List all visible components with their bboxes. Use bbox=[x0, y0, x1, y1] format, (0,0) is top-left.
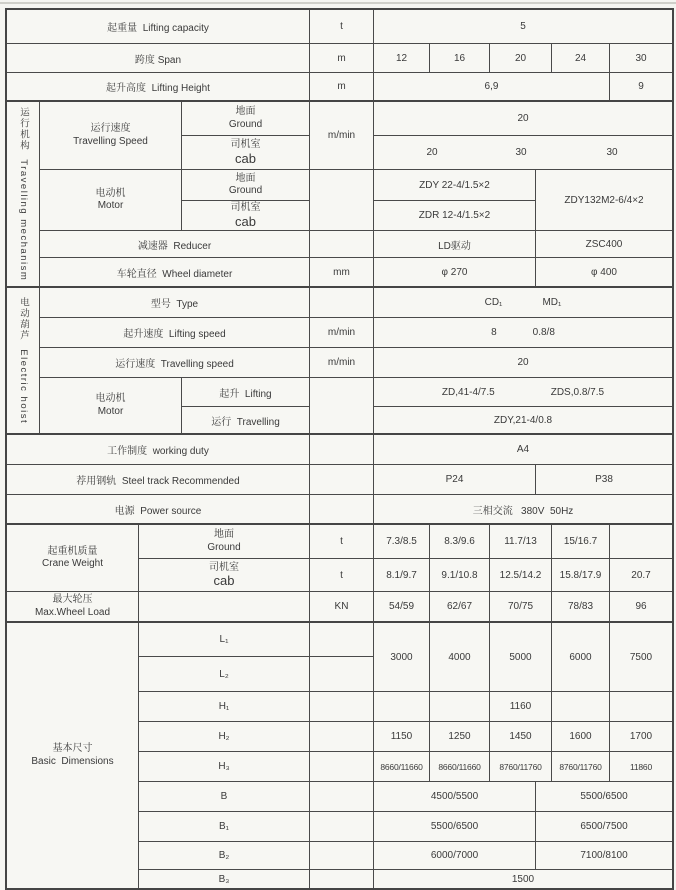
crane-weight-cab-value: 8.1/9.7 bbox=[374, 559, 430, 592]
working-duty-unit-empty bbox=[310, 435, 374, 465]
dim-h3-value: 11860 bbox=[610, 752, 672, 782]
crane-weight-cab-value: 9.1/10.8 bbox=[430, 559, 490, 592]
wheel-load-value: 78/83 bbox=[552, 592, 610, 623]
hoist-motor-lift-sublabel: 起升 Lifting bbox=[182, 378, 310, 407]
motor-lift-a: ZD,41-4/7.5 bbox=[441, 386, 495, 398]
label-zh: 司机室 bbox=[209, 561, 239, 573]
crane-weight-unit: t bbox=[310, 525, 374, 559]
dim-unit-empty bbox=[310, 722, 374, 752]
label-en: Crane Weight bbox=[42, 558, 103, 569]
label-en: Basic Dimensions bbox=[31, 755, 114, 767]
dim-h1-value bbox=[374, 692, 430, 722]
cab-sublabel bbox=[182, 201, 310, 231]
dim-unit-empty bbox=[310, 870, 374, 888]
hoist-section-label: 电动葫芦 Electric hoist bbox=[7, 288, 40, 435]
wheel-diameter-label: 车轮直径 Wheel diameter bbox=[40, 258, 310, 288]
label-zh: 运行速度 bbox=[90, 123, 131, 134]
span-label: 跨度 Span bbox=[7, 44, 310, 73]
lift-a: 8 bbox=[491, 327, 497, 338]
wheel-load-unit: KN bbox=[310, 592, 374, 623]
hoist-lift-speed-unit: m/min bbox=[310, 318, 374, 348]
dim-h3-value: 8760/11760 bbox=[552, 752, 610, 782]
mech-motor-label bbox=[40, 170, 182, 231]
power-source-value: 三相交流 380V 50Hz bbox=[374, 495, 672, 525]
span-value: 20 bbox=[490, 44, 552, 73]
mechanism-section-label: 运行机构 Travelling mechanism bbox=[7, 102, 40, 288]
crane-weight-cab-value: 12.5/14.2 bbox=[490, 559, 552, 592]
hoist-type-value bbox=[374, 288, 672, 318]
dim-unit-empty bbox=[310, 692, 374, 722]
dim-unit-empty bbox=[310, 623, 374, 657]
ground-sublabel bbox=[182, 102, 310, 136]
label-en: Motor bbox=[97, 200, 124, 211]
label-zh: 最大轮压 bbox=[52, 594, 93, 605]
label-en: Ground bbox=[228, 185, 263, 196]
hoist-motor-travel-value: ZDY,21-4/0.8 bbox=[374, 407, 672, 435]
dim-h2-value: 1700 bbox=[610, 722, 672, 752]
dim-b2-right-value: 7100/8100 bbox=[536, 842, 672, 870]
hoist-motor-label bbox=[40, 378, 182, 435]
crane-weight-ground-value bbox=[610, 525, 672, 559]
span-value: 30 bbox=[610, 44, 672, 73]
dim-l-value: 5000 bbox=[490, 623, 552, 692]
label-en: Motor bbox=[97, 405, 124, 417]
dim-h1-value bbox=[610, 692, 672, 722]
reducer-right-value: ZSC400 bbox=[536, 231, 672, 258]
travel-speed-label bbox=[40, 102, 182, 170]
dim-unit-empty bbox=[310, 752, 374, 782]
steel-track-label: 荐用钢轨 Steel track Recommended bbox=[7, 465, 310, 495]
lift-b: 0.8/8 bbox=[532, 327, 555, 338]
label-zh: 地面 bbox=[214, 529, 234, 540]
dim-l-value: 7500 bbox=[610, 623, 672, 692]
reducer-unit-empty bbox=[310, 231, 374, 258]
cab-sublabel bbox=[139, 559, 310, 592]
hoist-motor-lift-value bbox=[374, 378, 672, 407]
height-value-last: 9 bbox=[610, 73, 672, 102]
travel-speed-ground-value: 20 bbox=[374, 102, 672, 136]
dim-b2-sublabel: B₂ bbox=[139, 842, 310, 870]
hoist-travel-speed-unit: m/min bbox=[310, 348, 374, 378]
reducer-label: 减速器 Reducer bbox=[40, 231, 310, 258]
label-zh: 司机室 bbox=[230, 139, 261, 151]
height-value-main: 6,9 bbox=[374, 73, 610, 102]
dim-h1-value bbox=[430, 692, 490, 722]
label-zh: 起重机质量 bbox=[47, 545, 98, 557]
mech-motor-ground-value: ZDY 22-4/1.5×2 bbox=[374, 170, 536, 201]
steel-track-right-value: P38 bbox=[536, 465, 672, 495]
type-b: MD₁ bbox=[542, 297, 562, 308]
type-a: CD₁ bbox=[484, 297, 503, 308]
dim-b1-right-value: 6500/7500 bbox=[536, 812, 672, 842]
hoist-travel-speed-label: 运行速度 Travelling speed bbox=[40, 348, 310, 378]
dim-unit-empty bbox=[310, 842, 374, 870]
wheel-diameter-unit: mm bbox=[310, 258, 374, 288]
dimensions-label bbox=[7, 623, 139, 888]
capacity-unit: t bbox=[310, 10, 374, 44]
span-unit: m bbox=[310, 44, 374, 73]
dim-l2-sublabel: L₂ bbox=[139, 657, 310, 692]
dim-unit-empty bbox=[310, 812, 374, 842]
dim-l1-sublabel: L₁ bbox=[139, 623, 310, 657]
dim-h1-value: 1160 bbox=[490, 692, 552, 722]
crane-weight-label bbox=[7, 525, 139, 592]
hoist-type-label: 型号 Type bbox=[40, 288, 310, 318]
label-en: Ground bbox=[228, 118, 263, 130]
dim-h3-sublabel: H₃ bbox=[139, 752, 310, 782]
dim-l-value: 6000 bbox=[552, 623, 610, 692]
wheel-load-value: 96 bbox=[610, 592, 672, 623]
crane-weight-ground-value: 11.7/13 bbox=[490, 525, 552, 559]
ground-sublabel bbox=[139, 525, 310, 559]
cab-sublabel bbox=[182, 136, 310, 170]
wheel-load-sublabel-empty bbox=[139, 592, 310, 623]
capacity-label: 起重量 Lifting capacity bbox=[7, 10, 310, 44]
wheel-load-value: 62/67 bbox=[430, 592, 490, 623]
label-en: cab bbox=[213, 573, 235, 589]
power-source-label: 电源 Power source bbox=[7, 495, 310, 525]
hoist-travel-speed-value: 20 bbox=[374, 348, 672, 378]
dim-h3-value: 8760/11760 bbox=[490, 752, 552, 782]
hoist-lift-speed-value bbox=[374, 318, 672, 348]
label-zh: 电动机 bbox=[95, 393, 126, 404]
span-value: 16 bbox=[430, 44, 490, 73]
dim-b-sublabel: B bbox=[139, 782, 310, 812]
working-duty-value: A4 bbox=[374, 435, 672, 465]
dim-unit-empty bbox=[310, 657, 374, 692]
crane-weight-ground-value: 15/16.7 bbox=[552, 525, 610, 559]
mech-motor-unit-empty bbox=[310, 170, 374, 231]
dim-unit-empty bbox=[310, 782, 374, 812]
ground-sublabel bbox=[182, 170, 310, 201]
label-zh: 地面 bbox=[235, 106, 256, 117]
wheel-diameter-left-value: φ 270 bbox=[374, 258, 536, 288]
travel-speed-cab-value: 20 bbox=[374, 136, 490, 170]
label-en: Max.Wheel Load bbox=[34, 606, 111, 618]
dim-l-value: 4000 bbox=[430, 623, 490, 692]
label-en: cab bbox=[235, 213, 256, 229]
dim-l-value: 3000 bbox=[374, 623, 430, 692]
label-en: cab bbox=[235, 150, 256, 166]
dim-h2-value: 1450 bbox=[490, 722, 552, 752]
dim-b3-sublabel: B₃ bbox=[139, 870, 310, 888]
motor-lift-b: ZDS,0.8/7.5 bbox=[550, 386, 605, 398]
wheel-load-label bbox=[7, 592, 139, 623]
wheel-load-value: 70/75 bbox=[490, 592, 552, 623]
crane-weight-cab-value: 20.7 bbox=[610, 559, 672, 592]
dim-b2-left-value: 6000/7000 bbox=[374, 842, 536, 870]
label-en: Ground bbox=[207, 541, 241, 553]
scan-edge-artifact bbox=[0, 2, 676, 4]
dim-h2-sublabel: H₂ bbox=[139, 722, 310, 752]
label-en: Travelling Speed bbox=[73, 135, 148, 147]
span-value: 12 bbox=[374, 44, 430, 73]
height-label: 起升高度 Lifting Height bbox=[7, 73, 310, 102]
crane-weight-ground-value: 8.3/9.6 bbox=[430, 525, 490, 559]
dim-h2-value: 1250 bbox=[430, 722, 490, 752]
label-zh: 司机室 bbox=[230, 202, 261, 214]
wheel-diameter-right-value: φ 400 bbox=[536, 258, 672, 288]
hoist-type-unit-empty bbox=[310, 288, 374, 318]
steel-track-unit-empty bbox=[310, 465, 374, 495]
working-duty-label: 工作制度 working duty bbox=[7, 435, 310, 465]
mech-motor-right-value: ZDY132M2-6/4×2 bbox=[536, 170, 672, 231]
mech-motor-cab-value: ZDR 12-4/1.5×2 bbox=[374, 201, 536, 231]
height-unit: m bbox=[310, 73, 374, 102]
hoist-motor-unit-empty bbox=[310, 378, 374, 435]
power-source-unit-empty bbox=[310, 495, 374, 525]
span-value: 24 bbox=[552, 44, 610, 73]
dim-h2-value: 1600 bbox=[552, 722, 610, 752]
wheel-load-value: 54/59 bbox=[374, 592, 430, 623]
label-zh: 电动机 bbox=[95, 187, 126, 199]
capacity-value: 5 bbox=[374, 10, 672, 44]
dim-b1-sublabel: B₁ bbox=[139, 812, 310, 842]
travel-speed-cab-value: 30 bbox=[552, 136, 672, 170]
label-zh: 基本尺寸 bbox=[52, 743, 93, 754]
crane-weight-ground-value: 7.3/8.5 bbox=[374, 525, 430, 559]
steel-track-left-value: P24 bbox=[374, 465, 536, 495]
dim-h1-sublabel: H₁ bbox=[139, 692, 310, 722]
dim-b3-value: 1500 bbox=[511, 873, 535, 885]
crane-weight-cab-value: 15.8/17.9 bbox=[552, 559, 610, 592]
dim-h1-value bbox=[552, 692, 610, 722]
crane-weight-unit: t bbox=[310, 559, 374, 592]
travel-speed-cab-value: 30 bbox=[490, 136, 552, 170]
dim-h3-value: 8660/11660 bbox=[430, 752, 490, 782]
label-zh: 地面 bbox=[235, 172, 256, 184]
dim-b1-left-value: 5500/6500 bbox=[374, 812, 536, 842]
dim-h2-value: 1150 bbox=[374, 722, 430, 752]
dim-h3-value: 8660/11660 bbox=[374, 752, 430, 782]
dim-b-left-value: 4500/5500 bbox=[374, 782, 536, 812]
travel-speed-unit: m/min bbox=[310, 102, 374, 170]
spec-table bbox=[5, 8, 674, 890]
reducer-left-value: LD驱动 bbox=[374, 231, 536, 258]
hoist-lift-speed-label: 起升速度 Lifting speed bbox=[40, 318, 310, 348]
hoist-motor-travel-sublabel: 运行 Travelling bbox=[182, 407, 310, 435]
dim-b-right-value: 5500/6500 bbox=[536, 782, 672, 812]
